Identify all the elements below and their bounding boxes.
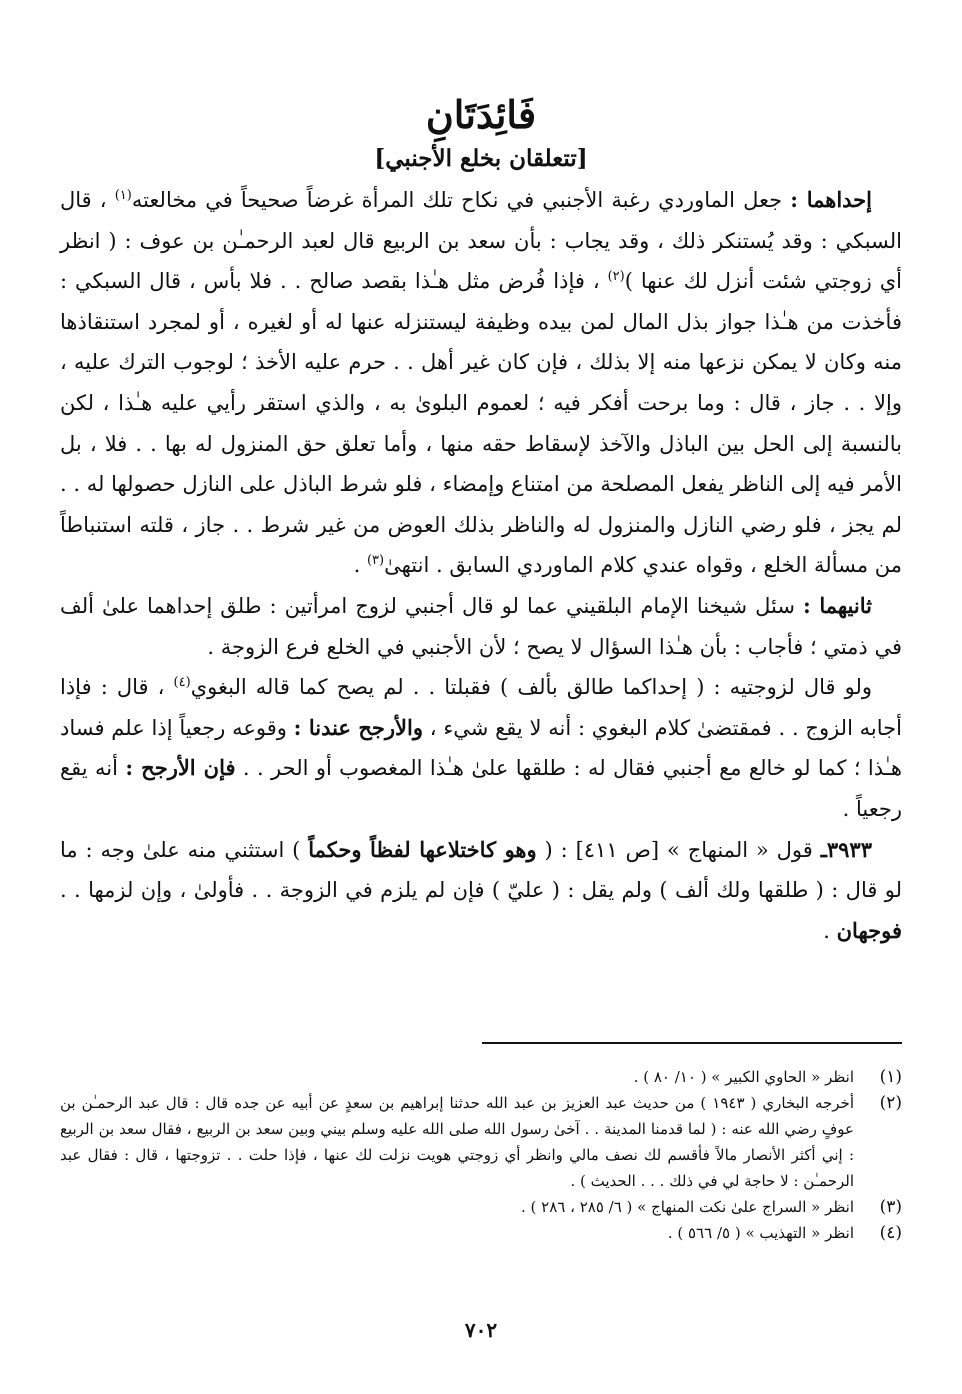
page-body	[60, 92, 902, 951]
paragraph-text: وقوعه رجعياً إذا علم فساد هـٰذا ؛ كما لو خالع مع أجنبي فقال له : طلقها علىٰ هـٰذا المغصوب أو الحر . .	[60, 715, 902, 781]
paragraph-text: جعل الماوردي رغبة الأجنبي في نكاح تلك المرأة غرضاً صحيحاً في مخالعته	[131, 188, 791, 212]
footnote-ref[interactable]: (٤)	[173, 675, 191, 691]
footnote-text: انظر « التهذيب » ( ٥/ ٥٦٦ ) .	[667, 1224, 854, 1242]
page-subtitle: [تتعلقان بخلع الأجنبي]	[374, 145, 588, 172]
paragraph-first-benefit	[60, 180, 902, 586]
paragraph-text: .	[353, 553, 367, 578]
paragraph-text: قول « المنهاج » [ص ٤١١] : (	[536, 837, 821, 862]
paragraph-lead: ثانيهما :	[802, 592, 872, 618]
footnote-item	[60, 1090, 902, 1194]
paragraph-emphasis: فإن الأرجح :	[125, 755, 236, 781]
paragraph-two-wives	[60, 667, 902, 829]
paragraph-emphasis: والأرجح عندنا :	[293, 714, 424, 740]
paragraph-text: ولو قال لزوجتيه : ( إحداكما طالق بألف ) فقبلتا . . لم يصح كما قاله البغوي	[190, 675, 872, 700]
footnote-ref[interactable]: (١)	[114, 188, 132, 203]
footnote-number: (١)	[879, 1067, 902, 1087]
footnote-item	[60, 1194, 902, 1220]
footnote-text: انظر « الحاوي الكبير » ( ١٠/ ٨٠ ) .	[633, 1068, 854, 1086]
paragraph-issue-3933	[60, 830, 902, 952]
paragraph-emphasis: وهو كاختلاعها لفظاً وحكماً	[308, 836, 537, 862]
footnotes	[60, 1064, 902, 1246]
footnote-text: أخرجه البخاري ( ١٩٤٣ ) من حديث عبد العزيز بن عبد الله حدثنا إبراهيم بن سعدٍ عن أبيه عن جده قال : قال عبد الرحمـٰن بن عوفٍ رضي الله عنه : ( لما قدمنا المدينة . . آخىٰ رسول الله صلى الله عليه وسلم بيني وبين سعد بن الربيع ، فقال سعد بن الربيع : إني أكثر الأنصار مالاً فأقسم لك نصف مالي وانظر أي زوجتي هويت نزلت لك عنها ، فإذا حلت . . تزوجتها ، قال : فقال عبد الرحمـٰن : لا حاجة لي في ذلك . . . الحديث ) .	[60, 1094, 854, 1190]
footnote-text: انظر « السراج علىٰ نكت المنهاج » ( ٦/ ٢٨٥ ، ٢٨٦ ) .	[520, 1198, 854, 1216]
paragraph-second-benefit	[60, 586, 902, 667]
paragraph-text: ، قال السبكي : وقد يُستنكر ذلك ، وقد يجاب : بأن سعد بن الربيع قال لعبد الرحمـٰن بن عوف : ( انظر أي زوجتي شئت أنزل لك عنها )	[60, 188, 902, 294]
footnote-divider	[482, 1042, 902, 1044]
paragraph-text: .	[823, 918, 837, 943]
page-number: ٧٠٢	[464, 1318, 498, 1342]
paragraph-text: سئل شيخنا الإمام البلقيني عما لو قال أجنبي لزوج امرأتين : طلق إحداهما علىٰ ألف في ذمتي ؛ فأجاب : بأن هـٰذا السؤال لا يصح ؛ لأن الأجنبي في الخلع فرع الزوجة .	[60, 593, 902, 659]
footnote-item	[60, 1220, 902, 1246]
paragraph-text: ، قال : فإذا أجابه الزوج . . فمقتضىٰ كلام البغوي : أنه لا يقع شيء ،	[60, 675, 902, 740]
footnote-item	[60, 1064, 902, 1090]
footnote-ref[interactable]: (٣)	[366, 553, 385, 569]
paragraph-text: ، فإذا فُرض مثل هـٰذا بقصد صالح . . فلا بأس ، قال السبكي : فأخذت من هـٰذا جواز بذل المال لمن بيده وظيفة ليستنزله عنها له أو لغيره ، أو لمجرد استنقاذها منه وكان لا يمكن نزعها منه إلا بذلك ، فإن كان غير أهل . . حرم عليه الأخذ ؛ لوجوب الترك عليه ، وإلا . . جاز ، قال : وما برحت أفكر فيه ؛ لعموم البلوىٰ به ، والذي استقر رأيي عليه هـٰذا ، لكن بالنسبة إلى الحل بين الباذل والآخذ لإسقاط حقه منها ، وأما تعلق حق المنزول له بها . . فلا ، بل الأمر فيه إلى الناظر يفعل المصلحة من امتناع وإمضاء ، فلو شرط الباذل على النازل حصولها له . . لم يجز ، فلو رضي النازل والمنزول له والناظر بذلك العوض من غير شرط . . جاز ، قلته استنباطاً من مسألة الخلع ، وقواه عندي كلام الماوردي السابق . انتهىٰ	[60, 269, 902, 578]
footnote-number: (٢)	[879, 1093, 902, 1113]
paragraph-text: أنه يقع رجعياً .	[60, 756, 902, 821]
paragraph-text: ) استثني منه علىٰ وجه : ما لو قال : ( طلقها ولك ألف ) ولم يقل : ( عليّ ) فإن لم يلزم في الزوجة . . فأولىٰ ، وإن لزمها . .	[60, 837, 902, 903]
footnote-number: (٤)	[879, 1223, 902, 1243]
footnote-number: (٣)	[879, 1197, 902, 1217]
paragraph-emphasis: فوجهان	[836, 917, 902, 943]
issue-number: ٣٩٣٣ـ	[820, 836, 872, 862]
page-title: فَائِدَتَانِ	[425, 92, 537, 137]
paragraph-lead: إحداهما :	[790, 187, 872, 212]
footnote-ref[interactable]: (٢)	[607, 269, 625, 285]
